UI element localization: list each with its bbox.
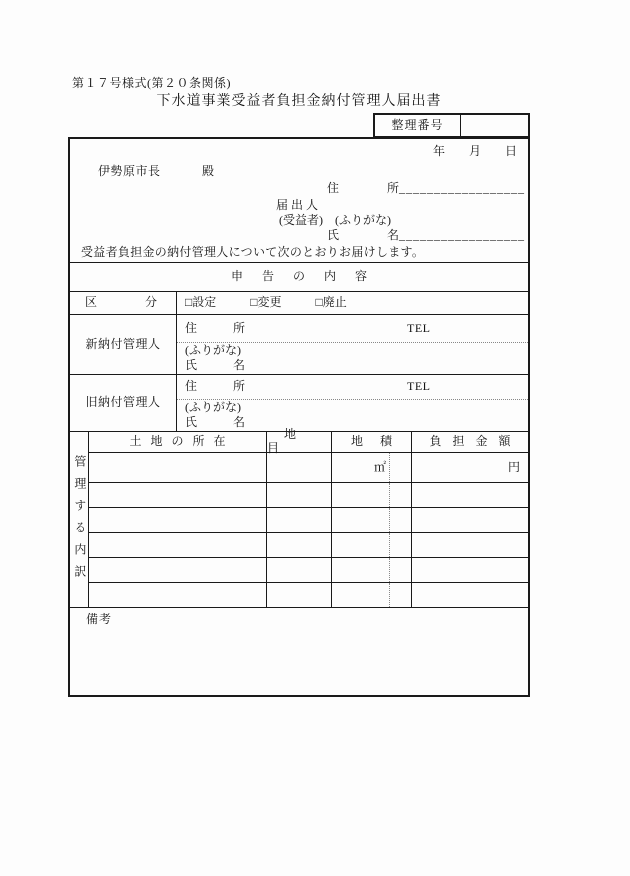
category-label: 区 分 [70,292,177,314]
col-header-charge-amount: 負担金額 [429,434,522,449]
declarant-address-row [327,182,525,196]
new-manager-fields [177,315,528,374]
serial-number-box [373,113,530,138]
form-main-box [68,137,530,697]
declarant-name-label: 氏 名 [327,228,400,242]
new-manager-furigana-label: (ふりがな) [185,343,241,357]
area-unit: ㎡ [332,453,390,482]
new-manager-tel-label: TEL [407,321,431,335]
addressee: 伊勢原市長 [98,164,161,178]
land-details-table [70,427,528,607]
old-manager-label: 旧納付管理人 [70,375,177,431]
declaration-header: 申告の内容 [70,262,528,292]
checkbox-settei: □設定 [185,295,217,310]
amount-unit: 円 [507,459,520,474]
declarant-address-label: 住 所 [327,181,400,195]
declarant-name-row [327,229,525,243]
old-manager-address-row [177,375,528,400]
table-header-row [89,427,528,455]
new-manager-section [70,315,528,375]
old-manager-tel-label: TEL [407,379,431,393]
table-row [89,453,528,483]
checkbox-henkou: □変更 [250,295,282,310]
declarant-name-blank: __________________ [399,228,526,242]
old-manager-name-row [177,400,528,431]
new-manager-name-label: 氏 名 [185,358,246,372]
old-manager-fields [177,375,528,431]
side-label-cell [70,432,89,607]
category-row [70,292,528,315]
col-header-land-category: 地目 [267,432,332,452]
table-row [89,533,528,558]
col-header-land-location: 土地の所在 [89,432,267,452]
new-manager-address-row [177,315,528,343]
category-options [177,292,528,314]
new-manager-name-row [177,343,528,374]
old-manager-address-label: 住 所 [185,379,246,393]
old-manager-name-label: 氏 名 [185,415,246,429]
table-row [89,508,528,533]
old-manager-furigana-label: (ふりがな) [185,400,241,414]
table-row [89,583,528,607]
declarant-role-label: 届 出 人 [276,198,319,212]
honorific: 殿 [202,164,215,178]
date-line: 年 月 日 [432,144,517,158]
remarks-label: 備考 [86,612,113,626]
document-title: 下水道事業受益者負担金納付管理人届出書 [156,94,442,109]
new-manager-label: 新納付管理人 [70,315,177,374]
table-body [89,453,528,607]
col-header-land-area: 地積 [332,432,412,452]
serial-number-value [461,115,528,136]
declarant-sub-label: (受益者) (ふりがな) [279,213,391,227]
side-label: 管理する内訳 [72,455,87,587]
intro-sentence: 受益者負担金の納付管理人について次のとおりお届けします。 [81,245,425,259]
table-row [89,483,528,508]
serial-number-label: 整理番号 [375,115,461,136]
form-number: 第１７号様式(第２０条関係) [72,76,231,90]
checkbox-haishi: □廃止 [315,295,347,310]
new-manager-address-label: 住 所 [185,321,246,335]
table-row [89,558,528,583]
remarks-section [70,607,528,695]
old-manager-section [70,375,528,432]
header-section [70,139,528,262]
declarant-address-blank: __________________ [399,181,526,195]
